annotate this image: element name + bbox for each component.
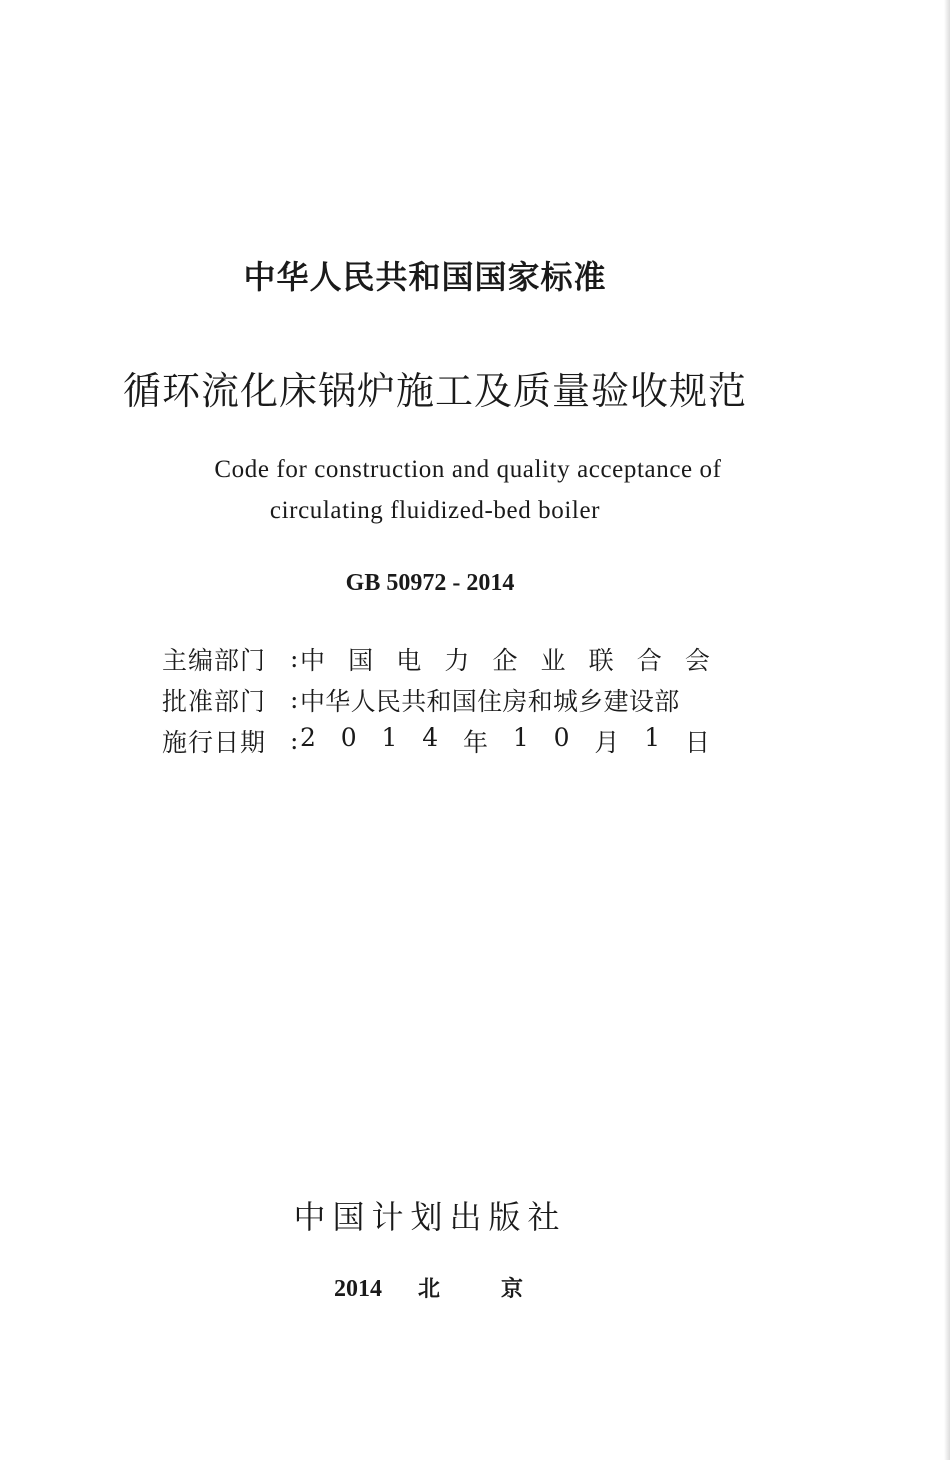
meta-row-effective-date	[162, 720, 722, 761]
editor-char: 联	[588, 645, 614, 675]
date-char: 0	[553, 722, 570, 752]
date-char: 日	[684, 727, 710, 757]
standard-category: 中华人民共和国国家标准	[243, 258, 607, 296]
date-char: 0	[340, 722, 357, 752]
editor-char: 国	[348, 645, 374, 675]
date-char: 4	[422, 722, 439, 752]
meta-row-approver	[162, 679, 722, 720]
approver-separator: :	[290, 685, 299, 714]
editor-char: 业	[540, 645, 566, 675]
publication-place-char: 京	[501, 1277, 524, 1302]
editor-char: 合	[636, 645, 662, 675]
date-char: 2	[300, 722, 316, 752]
approver-label: 批准部门	[162, 686, 267, 716]
standard-number: GB 50972 - 2014	[345, 570, 515, 596]
date-char: 1	[381, 722, 398, 752]
editor-char: 中	[300, 645, 326, 675]
document-title-en-line1: Code for construction and quality acceptance of	[214, 456, 722, 483]
date-char: 1	[644, 722, 661, 752]
publication-place-char: 北	[418, 1277, 441, 1302]
effective-date-label: 施行日期	[162, 727, 267, 757]
date-char: 年	[463, 727, 489, 757]
publication-year: 2014	[334, 1276, 382, 1302]
editor-char: 会	[684, 645, 710, 675]
date-char: 月	[594, 727, 620, 757]
editor-value	[300, 641, 710, 677]
editor-char: 企	[492, 645, 518, 675]
editor-label: 主编部门	[162, 645, 267, 675]
page-edge-shadow	[944, 0, 950, 1460]
effective-date-separator: :	[290, 726, 299, 755]
editor-char: 力	[444, 645, 470, 675]
effective-date-value	[300, 723, 710, 759]
document-title-cn: 循环流化床锅炉施工及质量验收规范	[122, 369, 747, 413]
editor-separator: :	[290, 644, 299, 673]
editor-char: 电	[396, 645, 422, 675]
document-title-en-line2: circulating fluidized-bed boiler	[269, 497, 601, 524]
publication-year-place	[334, 1272, 523, 1303]
date-char: 1	[512, 722, 529, 752]
meta-row-editor	[162, 638, 722, 679]
publisher-name: 中国计划出版社	[293, 1198, 567, 1236]
approver-value: 中华人民共和国住房和城乡建设部	[300, 686, 680, 716]
metadata-block	[162, 638, 722, 761]
